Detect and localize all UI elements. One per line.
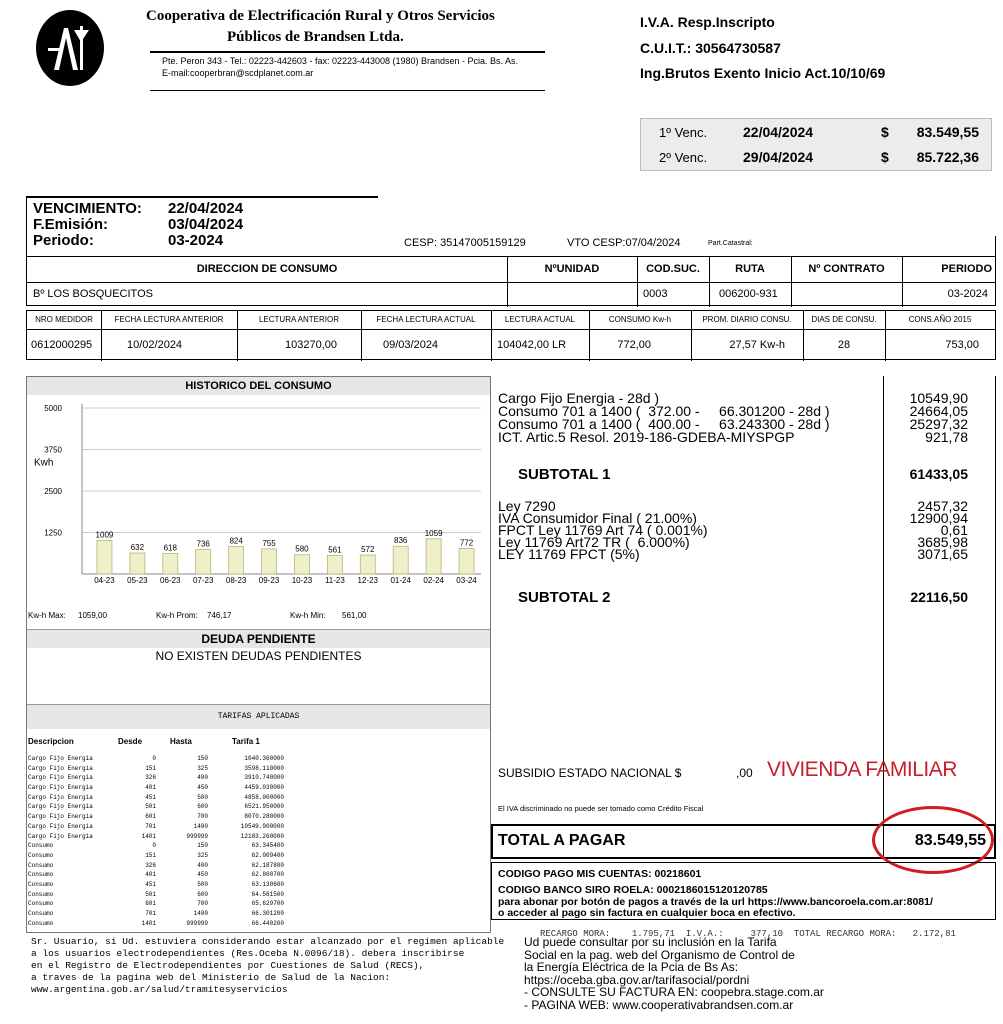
company-name-line2: Públicos de Brandsen Ltda. <box>227 29 404 45</box>
tarifa-cell: 1400 <box>193 822 208 830</box>
main-header-right-rule <box>995 236 996 256</box>
tarifa-cell: 3910.740000 <box>244 774 284 782</box>
kwh-max-value: 1059,00 <box>78 611 107 620</box>
val-ruta: 006200-931 <box>719 288 778 300</box>
tarifa-cell: 65.629700 <box>251 900 284 908</box>
tarifa-cell: 62.187800 <box>251 861 284 869</box>
chart-bar <box>294 555 309 574</box>
chart-x-tick-label: 06-23 <box>160 576 181 585</box>
col-prom-diario: PROM. DIARIO CONSU. <box>702 315 792 324</box>
tarifa-row <box>28 754 288 764</box>
tarifa-cell: 500 <box>197 880 208 888</box>
chart-y-tick-label: 3750 <box>44 445 62 455</box>
vivienda-familiar-tag: VIVIENDA FAMILIAR <box>767 758 957 781</box>
chart-bar <box>426 539 441 574</box>
chart-y-tick-label: 1250 <box>44 528 62 538</box>
chart-x-tick-label: 03-24 <box>456 576 477 585</box>
tarifa-cell: Consumo <box>28 861 54 869</box>
chart-bar-value-label: 772 <box>459 538 474 548</box>
tarifa-cell: 0 <box>152 755 156 762</box>
cargos-list <box>498 392 968 444</box>
tarifa-cell: 325 <box>197 764 208 772</box>
periodo-label: Periodo: <box>33 232 94 249</box>
tarifa-row <box>28 802 288 812</box>
company-email: E-mail:cooperbran@scdplanet.com.ar <box>162 68 314 78</box>
tarifa-cell: Cargo Fijo Energia <box>28 793 93 801</box>
chart-bar-value-label: 755 <box>262 538 276 548</box>
tarifa-cell: Consumo <box>28 919 54 927</box>
chart-bar <box>196 550 211 574</box>
periodo-value: 03-2024 <box>168 232 224 249</box>
emision-value: 03/04/2024 <box>168 216 244 233</box>
tarifa-row <box>28 841 288 851</box>
val-fecha-lectura-anterior: 10/02/2024 <box>127 339 183 351</box>
tarifa-cell: 401 <box>145 871 156 879</box>
venc-1-date: 22/04/2024 <box>743 124 814 140</box>
tarifa-row <box>28 783 288 793</box>
tarifa-row <box>28 832 288 842</box>
company-bottom-rule <box>150 90 545 91</box>
deuda-title: DEUDA PENDIENTE <box>27 629 490 648</box>
vencimientos-box <box>640 118 992 171</box>
vencimiento-value: 22/04/2024 <box>168 200 244 217</box>
venc-2-amount: 85.722,36 <box>916 149 979 165</box>
col-contrato: Nº CONTRATO <box>808 263 885 275</box>
val-periodo: 03-2024 <box>947 288 988 300</box>
tarifa-cell: 0 <box>152 842 156 850</box>
tarifa-cell: 4459.030000 <box>244 784 284 792</box>
tarifa-cell: 601 <box>145 900 156 908</box>
chart-x-tick-label: 08-23 <box>225 576 247 585</box>
chart-bar <box>130 553 145 574</box>
tarifa-social-line: https://oceba.gba.gov.ar/tarifasocial/pordni <box>524 972 750 987</box>
chart-bar <box>459 548 474 574</box>
company-header-rule <box>150 51 545 53</box>
tarifa-row <box>28 899 288 909</box>
tarifa-cell: 151 <box>145 851 156 859</box>
tarifa-cell: 451 <box>145 880 156 888</box>
impuesto-desc: LEY 11769 FPCT (5%) <box>498 546 640 562</box>
codigo-mis-cuentas: CODIGO PAGO MIS CUENTAS: 00218601 <box>498 868 702 880</box>
col-lectura-anterior: LECTURA ANTERIOR <box>258 315 339 324</box>
val-dias-consu: 28 <box>837 339 851 351</box>
tarifa-cell: 1040.360000 <box>244 755 284 762</box>
cargo-amount: 921,78 <box>925 429 968 445</box>
chart-x-tick-label: 02-24 <box>423 576 444 585</box>
subtotal2-amount: 22116,50 <box>910 589 968 605</box>
subsidio-label: SUBSIDIO ESTADO NACIONAL $ <box>498 766 682 780</box>
aviso-line: en el Registro de Electrodependientes por Cuestiones de Salud (RECS), <box>31 960 425 971</box>
val-direccion: Bº LOS BOSQUECITOS <box>33 288 153 300</box>
impuesto-desc: FPCT Ley 11769 Art 74 ( 0.001%) <box>498 522 708 538</box>
chart-bar-value-label: 561 <box>328 545 342 555</box>
val-prom-diario: 27,57 Kw-h <box>729 339 785 351</box>
impuesto-amount: 12900,94 <box>909 510 968 526</box>
tarifa-cell: 501 <box>145 890 156 898</box>
val-lectura-actual: 104042,00 LR <box>497 339 567 351</box>
impuesto-amount: 3685,98 <box>917 534 968 550</box>
chart-x-tick-label: 04-23 <box>94 576 115 585</box>
vto-cesp: VTO CESP:07/04/2024 <box>567 237 681 249</box>
tarifa-cell: Cargo Fijo Energia <box>28 813 93 821</box>
cargo-desc: Cargo Fijo Energia - 28d ) <box>498 390 660 406</box>
tarifa-cell: 10549.900000 <box>240 822 284 830</box>
deuda-text: NO EXISTEN DEUDAS PENDIENTES <box>155 649 362 663</box>
tarifa-cell: Cargo Fijo Energia <box>28 803 93 811</box>
cargo-desc: Consumo 701 a 1400 ( 400.00 - 63.243300 - 28d ) <box>498 416 830 432</box>
chart-y-unit: Kwh <box>34 457 54 469</box>
tarifa-row <box>28 851 288 861</box>
total-amount: 83.549,55 <box>914 832 986 849</box>
tarifas-title: TARIFAS APLICADAS <box>27 704 490 729</box>
tarifa-cell: Cargo Fijo Energia <box>28 774 93 782</box>
cargo-desc: ICT. Artic.5 Resol. 2019-186-GDEBA-MIYSPGP <box>498 429 795 445</box>
col-fecha-lectura-anterior: FECHA LECTURA ANTERIOR <box>114 315 224 324</box>
tarifa-row <box>28 890 288 900</box>
tarifa-cell: 400 <box>197 861 208 869</box>
impuesto-desc: IVA Consumidor Final ( 21.00%) <box>498 510 697 526</box>
tarifas-col-desc: Descripcion <box>28 737 74 746</box>
consumo-chart <box>26 396 491 611</box>
tarifa-row <box>28 880 288 890</box>
subsidio-value: ,00 <box>736 766 753 780</box>
tarifa-cell: 64.561500 <box>251 890 284 898</box>
kwh-prom-label: Kw-h Prom: <box>156 611 198 620</box>
tarifa-cell: 326 <box>145 861 156 869</box>
chart-bar-value-label: 836 <box>394 536 408 546</box>
impuesto-amount: 3071,65 <box>917 546 968 562</box>
impuesto-desc: Ley 7290 <box>498 498 556 514</box>
val-codsuc: 0003 <box>643 288 668 300</box>
val-cons-anio: 753,00 <box>945 339 979 351</box>
tarifa-cell: 1400 <box>193 910 208 917</box>
tarifa-cell: 450 <box>197 784 208 792</box>
tarifa-cell: 1401 <box>141 832 156 840</box>
chart-x-tick-label: 12-23 <box>357 576 379 585</box>
kwh-max-label: Kw-h Max: <box>28 611 66 620</box>
chart-bar <box>262 549 277 574</box>
tarifa-row <box>28 909 288 919</box>
tarifa-cell: 500 <box>197 793 208 801</box>
tarifa-cell: 999999 <box>186 832 208 840</box>
tarifa-cell: 701 <box>145 910 156 917</box>
subtotal2-label: SUBTOTAL 2 <box>518 589 611 606</box>
chart-bar <box>393 546 408 574</box>
col-nunidad: NºUNIDAD <box>544 263 600 275</box>
codigo-banco-siro: CODIGO BANCO SIRO ROELA: 0002186015120120785 <box>498 884 768 896</box>
tarifa-row <box>28 861 288 871</box>
tarifa-cell: 66.301200 <box>251 910 284 917</box>
tarifa-cell: 12183.260000 <box>240 832 284 840</box>
chart-bar-value-label: 1009 <box>95 530 114 540</box>
cargo-amount: 25297,32 <box>909 416 968 432</box>
tarifa-cell: 63.345400 <box>251 842 284 850</box>
tarifa-cell: 4858.000000 <box>244 793 284 801</box>
val-fecha-lectura-actual: 09/03/2024 <box>383 339 439 351</box>
tarifa-social-line: - CONSULTE SU FACTURA EN: coopebra.stage.com.ar <box>524 985 824 999</box>
ing-brutos: Ing.Brutos Exento Inicio Act.10/10/69 <box>640 65 886 81</box>
emision-label: F.Emisión: <box>33 216 109 233</box>
chart-bar <box>97 541 112 574</box>
vencimiento-label: VENCIMIENTO: <box>33 200 142 217</box>
tarifa-social-line: Social en la pag. web del Organismo de Control de <box>524 947 795 962</box>
aviso-line: a traves de la pagina web del Ministerio de Salud de la Nacion: <box>31 972 391 983</box>
tarifa-row <box>28 773 288 783</box>
chart-bar <box>360 555 375 574</box>
tarifa-cell: Consumo <box>28 880 54 888</box>
col-consumo-kwh: CONSUMO Kw-h <box>608 315 672 324</box>
tarifa-cell: Cargo Fijo Energia <box>28 784 93 792</box>
tarifa-cell: 66.440200 <box>251 919 284 927</box>
tarifa-cell: 3598.110000 <box>244 764 284 772</box>
main-header-top-rule <box>26 196 378 198</box>
col-ruta: RUTA <box>735 263 765 275</box>
tarifa-cell: 151 <box>145 764 156 772</box>
tarifa-cell: 451 <box>145 793 156 801</box>
aviso-line: Sr. Usuario, si Ud. estuviera considerando estar alcanzado por el regimen aplicable <box>31 936 505 947</box>
chart-x-tick-label: 05-23 <box>127 576 148 585</box>
col-direccion: DIRECCION DE CONSUMO <box>196 263 338 275</box>
val-consumo-kwh: 772,00 <box>617 339 651 351</box>
tarifa-social-line: la Energía Eléctrica de la Pcia de Bs As: <box>524 960 739 974</box>
venc-2-date: 29/04/2024 <box>743 149 814 165</box>
venc-2-label: 2º Venc. <box>659 150 708 165</box>
chart-bar-value-label: 824 <box>229 536 243 546</box>
tarifa-cell: 325 <box>197 851 208 859</box>
tarifa-social-info <box>524 936 824 1011</box>
tarifa-row <box>28 793 288 803</box>
lectura-table <box>26 310 996 360</box>
total-label: TOTAL A PAGAR <box>498 832 626 849</box>
chart-bar-value-label: 1059 <box>424 528 443 538</box>
kwh-prom-value: 746,17 <box>207 611 232 620</box>
cuit: C.U.I.T.: 30564730587 <box>640 40 781 56</box>
tarifa-cell: 1401 <box>141 919 156 927</box>
col-codsuc: COD.SUC. <box>646 263 700 275</box>
val-nro-medidor: 0612000295 <box>31 339 93 351</box>
aviso-line: www.argentina.gob.ar/salud/tramitesyservicios <box>31 984 288 995</box>
impuesto-amount: 2457,32 <box>917 498 968 514</box>
chart-bar-value-label: 572 <box>361 545 375 555</box>
col-nro-medidor: NRO MEDIDOR <box>35 315 93 324</box>
tarifa-row <box>28 919 288 929</box>
cesp: CESP: 35147005159129 <box>404 237 526 249</box>
tarifas-col-desde: Desde <box>118 737 143 746</box>
venc-1-label: 1º Venc. <box>659 125 708 140</box>
cargo-amount: 10549,90 <box>909 390 968 406</box>
chart-bar-value-label: 618 <box>163 543 177 553</box>
aviso-electrodependientes <box>31 936 504 996</box>
chart-x-tick-label: 10-23 <box>291 576 313 585</box>
siro-instructions-1: para abonar por botón de pagos a través de la url https://www.bancoroela.com.ar:8081/ <box>498 896 933 908</box>
tarifa-social-line: - PAGINA WEB: www.cooperativabrandsen.com.ar <box>524 997 794 1012</box>
chart-x-tick-label: 01-24 <box>390 576 411 585</box>
iva-note: El IVA discriminado no puede ser tomado como Crédito Fiscal <box>498 804 704 813</box>
tarifas-col-tarifa: Tarifa 1 <box>232 737 260 746</box>
tarifa-cell: 150 <box>197 755 208 762</box>
tarifa-cell: 6521.950000 <box>244 803 284 811</box>
col-lectura-actual: LECTURA ACTUAL <box>504 315 576 324</box>
consumo-table <box>26 256 996 306</box>
company-address: Pte. Peron 343 - Tel.: 02223-442603 - fax: 02223-443008 (1980) Brandsen - Pcia. Bs. As. <box>162 56 519 66</box>
chart-bar <box>163 553 178 574</box>
tarifa-cell: 400 <box>197 774 208 782</box>
tarifa-cell: Cargo Fijo Energia <box>28 832 93 840</box>
part-catastral: Part.Catastral: <box>708 240 753 247</box>
tarifa-cell: 326 <box>145 774 156 782</box>
impuestos-list <box>498 500 968 560</box>
tarifa-cell: 700 <box>197 813 208 821</box>
cargo-amount: 24664,05 <box>909 403 968 419</box>
tarifa-cell: 62.009400 <box>251 851 284 859</box>
col-cons-anio: CONS.AÑO 2015 <box>908 315 972 324</box>
chart-x-tick-label: 09-23 <box>258 576 280 585</box>
tarifa-cell: Cargo Fijo Energia <box>28 822 93 830</box>
col-fecha-lectura-actual: FECHA LECTURA ACTUAL <box>376 315 476 324</box>
tarifa-cell: 501 <box>145 803 156 811</box>
company-logo <box>34 8 106 88</box>
tarifa-cell: 450 <box>197 871 208 879</box>
cargo-desc: Consumo 701 a 1400 ( 372.00 - 66.301200 - 28d ) <box>498 403 830 419</box>
tarifa-cell: 63.130600 <box>251 880 284 888</box>
venc-1-currency: $ <box>881 124 889 140</box>
tarifa-row <box>28 822 288 832</box>
tarifa-social-line: Ud puede consultar por su inclusión en la Tarifa <box>524 935 777 949</box>
subtotal1-amount: 61433,05 <box>909 466 968 482</box>
chart-y-tick-label: 5000 <box>44 404 62 413</box>
tarifa-cell: 700 <box>197 900 208 908</box>
aviso-line: a los usuarios electrodependientes (Res.Oceba N.0096/18). debera inscribirse <box>31 948 465 959</box>
chart-bar-value-label: 736 <box>196 539 210 549</box>
tarifa-cell: 401 <box>145 784 156 792</box>
tarifa-cell: 701 <box>145 822 156 830</box>
tarifas-col-hasta: Hasta <box>170 737 192 746</box>
tarifa-cell: Consumo <box>28 851 54 859</box>
company-name-line1: Cooperativa de Electrificación Rural y Otros Servicios <box>146 8 495 24</box>
chart-y-tick-label: 2500 <box>44 487 62 496</box>
impuesto-desc: Ley 11769 Art72 TR ( 6.000%) <box>498 534 690 550</box>
recargo-mora: RECARGO MORA: 1.795,71 I.V.A.: 377,10 TOTAL RECARGO MORA: 2.172,81 <box>540 929 956 939</box>
main-header-left-rule <box>26 196 27 256</box>
chart-bar-value-label: 580 <box>295 544 309 554</box>
subtotal1-label: SUBTOTAL 1 <box>518 466 611 483</box>
tarifa-cell: Cargo Fijo Energia <box>28 755 93 762</box>
tarifa-cell: Consumo <box>28 890 54 898</box>
tarifa-cell: Consumo <box>28 871 54 879</box>
tarifa-cell: Consumo <box>28 910 54 917</box>
siro-instructions-2: o acceder al pago sin factura en cualquier boca en efectivo. <box>498 907 796 919</box>
tarifa-cell: 150 <box>197 842 208 850</box>
historico-title: HISTORICO DEL CONSUMO <box>27 377 490 395</box>
tarifa-row <box>28 870 288 880</box>
chart-x-tick-label: 11-23 <box>324 576 345 585</box>
chart-bar <box>229 547 244 574</box>
tarifas-rows <box>28 754 288 928</box>
col-dias-consu: DIAS DE CONSU. <box>811 315 877 324</box>
kwh-min-label: Kw-h Min: <box>290 611 326 620</box>
tarifa-cell: Cargo Fijo Energia <box>28 764 93 772</box>
tarifa-cell: Consumo <box>28 900 54 908</box>
val-lectura-anterior: 103270,00 <box>285 339 337 351</box>
venc-2-currency: $ <box>881 149 889 165</box>
chart-x-tick-label: 07-23 <box>192 576 214 585</box>
venc-1-amount: 83.549,55 <box>916 124 979 140</box>
tarifa-cell: 999999 <box>186 919 208 927</box>
iva-condition: I.V.A. Resp.Inscripto <box>640 14 775 30</box>
tarifa-row <box>28 812 288 822</box>
tarifa-cell: Consumo <box>28 842 54 850</box>
tarifa-row <box>28 764 288 774</box>
impuesto-amount: 0,61 <box>940 522 968 538</box>
tarifa-cell: 8070.280000 <box>244 813 284 821</box>
kwh-min-value: 561,00 <box>342 611 367 620</box>
tarifa-cell: 62.800700 <box>251 871 284 879</box>
chart-bar-value-label: 632 <box>130 543 145 553</box>
chart-bar <box>327 555 342 574</box>
tarifa-cell: 600 <box>197 890 208 898</box>
tarifa-cell: 600 <box>197 803 208 811</box>
tarifa-cell: 601 <box>145 813 156 821</box>
col-periodo: PERIODO <box>941 263 992 275</box>
